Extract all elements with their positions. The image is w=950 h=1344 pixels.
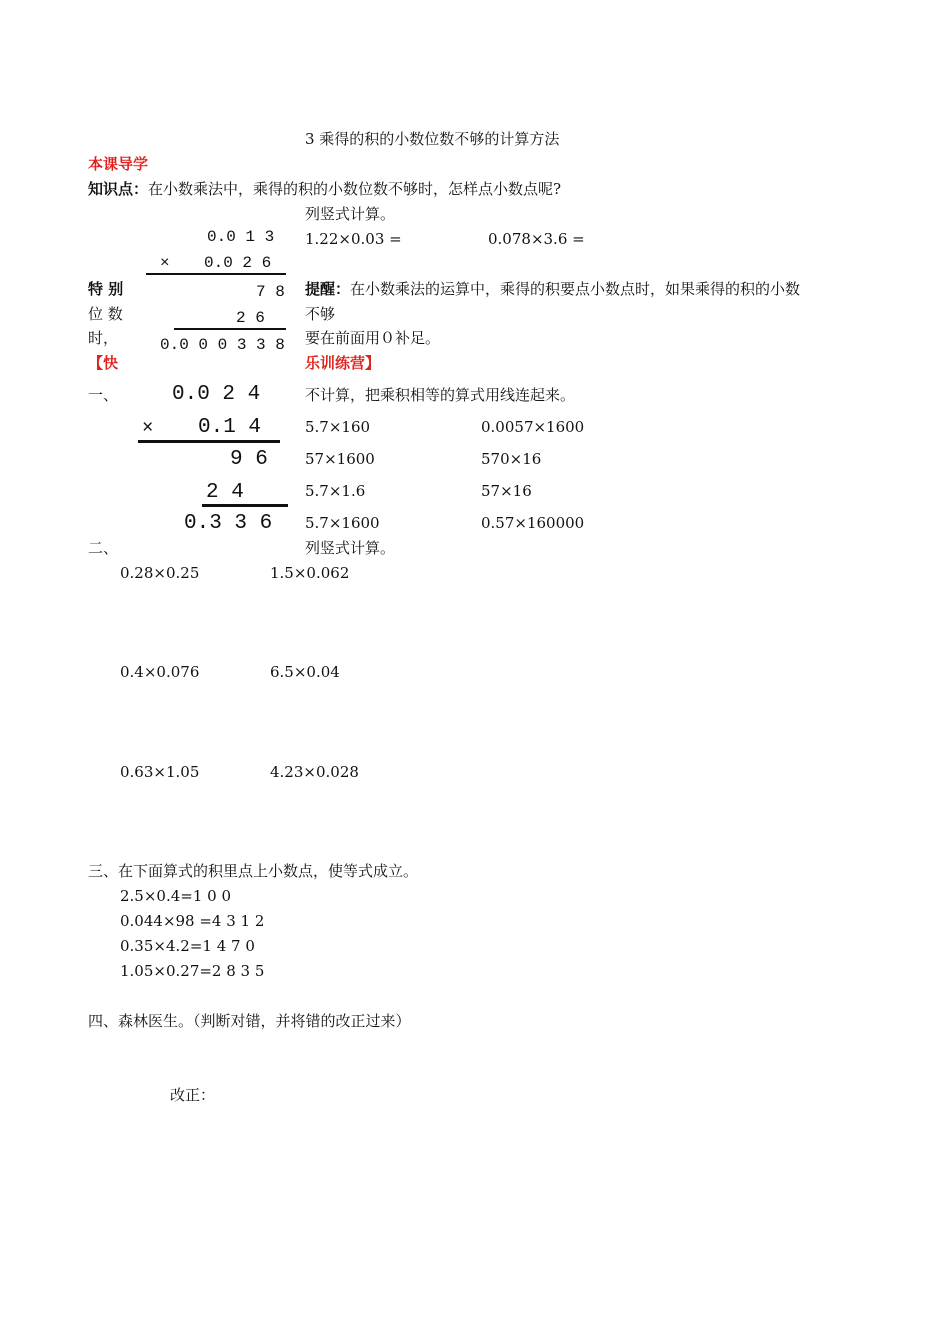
knowledge-point bbox=[88, 180, 561, 198]
section2-problem-1-0: 0.4×0.076 bbox=[120, 663, 200, 681]
example-partial-1: 7 8 bbox=[256, 283, 285, 301]
section1-right-2: 57×16 bbox=[481, 482, 532, 500]
reminder-label: 提醒： bbox=[305, 280, 351, 298]
example-multiplier: 0.0 2 6 bbox=[204, 254, 272, 272]
reminder-line-2: 不够 bbox=[305, 305, 336, 323]
s1-partial-2: 2 4 bbox=[206, 481, 244, 504]
special-label-2: 位 数 bbox=[88, 305, 123, 323]
section1-right-3: 0.57×160000 bbox=[481, 514, 585, 532]
section1-right-1: 570×16 bbox=[481, 450, 542, 468]
example-problem-1: 1.22×0.03 = bbox=[305, 230, 402, 248]
reminder-text: 在小数乘法的运算中，乘得的积要点小数点时，如果乘得的积的小数 bbox=[350, 280, 801, 298]
section3-item-1: 0.044×98 =4 3 1 2 bbox=[120, 912, 265, 930]
example-result: 0.0 0 0 3 3 8 bbox=[160, 336, 285, 354]
example-problem-2: 0.078×3.6 = bbox=[488, 230, 585, 248]
section1-left-3: 5.7×1600 bbox=[305, 514, 380, 532]
s1-partial-1: 9 6 bbox=[230, 448, 268, 471]
guide-header: 本课导学 bbox=[88, 155, 149, 173]
special-reminder bbox=[305, 280, 800, 298]
example-partial-2: 2 6 bbox=[236, 309, 265, 327]
correction-label: 改正： bbox=[170, 1086, 216, 1104]
section3-item-2: 0.35×4.2=1 4 7 0 bbox=[120, 937, 255, 955]
section2-instruction: 列竖式计算。 bbox=[305, 539, 396, 557]
section1-left-1: 57×1600 bbox=[305, 450, 375, 468]
section2-problem-2-1: 4.23×0.028 bbox=[270, 763, 359, 781]
section1-label: 一、 bbox=[88, 386, 119, 404]
vertical-calc-prompt: 列竖式计算。 bbox=[305, 205, 396, 223]
s1-multiplicand: 0.0 2 4 bbox=[172, 383, 261, 406]
practice-header-left: 【快 bbox=[88, 354, 119, 372]
example-multiplicand: 0.0 1 3 bbox=[207, 228, 275, 246]
special-label-3: 时， bbox=[88, 329, 119, 347]
section1-left-0: 5.7×160 bbox=[305, 418, 371, 436]
s1-multiplier: 0.1 4 bbox=[198, 416, 262, 439]
s1-rule-2 bbox=[202, 504, 288, 507]
section2-problem-2-0: 0.63×1.05 bbox=[120, 763, 200, 781]
example-rule-2 bbox=[174, 328, 286, 330]
s1-times-sign: × bbox=[142, 417, 154, 439]
section1-left-2: 5.7×1.6 bbox=[305, 482, 366, 500]
example-rule-1 bbox=[146, 273, 286, 275]
s1-rule-1 bbox=[138, 440, 280, 443]
section4-title: 四、森林医生。（判断对错，并将错的改正过来） bbox=[88, 1012, 411, 1030]
example-times-sign: × bbox=[160, 254, 170, 272]
s1-result: 0.3 3 6 bbox=[184, 512, 273, 535]
practice-header-right: 乐训练营】 bbox=[305, 354, 381, 372]
section1-instruction: 不计算，把乘积相等的算式用线连起来。 bbox=[305, 386, 576, 404]
page-title: 3 乘得的积的小数位数不够的计算方法 bbox=[305, 130, 560, 148]
section3-item-3: 1.05×0.27=2 8 3 5 bbox=[120, 962, 265, 980]
knowledge-label: 知识点： bbox=[88, 180, 149, 198]
section1-right-0: 0.0057×1600 bbox=[481, 418, 585, 436]
section2-problem-0-1: 1.5×0.062 bbox=[270, 564, 350, 582]
special-label-1: 特 别 bbox=[88, 280, 124, 298]
knowledge-text: 在小数乘法中，乘得的积的小数位数不够时，怎样点小数点呢? bbox=[148, 180, 562, 198]
section2-label: 二、 bbox=[88, 539, 119, 557]
section3-title: 三、在下面算式的积里点上小数点，使等式成立。 bbox=[88, 862, 419, 880]
section2-problem-1-1: 6.5×0.04 bbox=[270, 663, 340, 681]
section2-problem-0-0: 0.28×0.25 bbox=[120, 564, 200, 582]
reminder-line-3: 要在前面用０补足。 bbox=[305, 329, 441, 347]
section3-item-0: 2.5×0.4=1 0 0 bbox=[120, 887, 232, 905]
